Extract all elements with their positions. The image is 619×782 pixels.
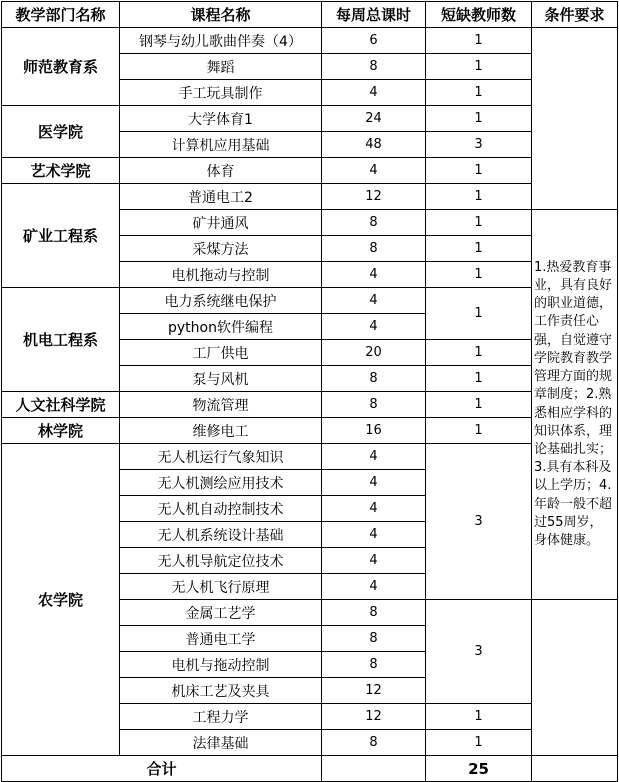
dept-cell: 医学院 (2, 106, 120, 158)
header-requirements: 条件要求 (532, 2, 618, 28)
total-requirements (532, 756, 618, 782)
shortage-cell: 1 (426, 106, 532, 132)
table-row (2, 288, 618, 314)
course-cell: 无人机系统设计基础 (120, 522, 322, 548)
hours-cell: 8 (322, 366, 426, 392)
hours-cell: 4 (322, 158, 426, 184)
course-cell: 无人机运行气象知识 (120, 444, 322, 470)
shortage-cell: 1 (426, 28, 532, 54)
requirements-text: 1.热爱教育事业，具有良好的职业道德，工作责任心强，自觉遵守学院教育教学管理方面的规章制度；2.熟悉相应学科的知识体系，理论基础扎实；3.具有本科及以上学历；4.年龄一般不超过55周岁，身体健康。 (532, 210, 618, 600)
dept-cell: 农学院 (2, 444, 120, 756)
course-cell: 维修电工 (120, 418, 322, 444)
hours-cell: 8 (322, 730, 426, 756)
course-cell: 大学体育1 (120, 106, 322, 132)
shortage-cell: 1 (426, 704, 532, 730)
shortage-cell: 1 (426, 340, 532, 366)
shortage-cell: 1 (426, 730, 532, 756)
dept-cell: 人文社科学院 (2, 392, 120, 418)
table-row (2, 28, 618, 54)
dept-cell: 艺术学院 (2, 158, 120, 184)
shortage-cell: 1 (426, 210, 532, 236)
shortage-cell: 1 (426, 418, 532, 444)
dept-cell: 机电工程系 (2, 288, 120, 392)
header-dept: 教学部门名称 (2, 2, 120, 28)
course-cell: 无人机飞行原理 (120, 574, 322, 600)
course-cell: python软件编程 (120, 314, 322, 340)
table-row (2, 418, 618, 444)
course-cell: 电机与拖动控制 (120, 652, 322, 678)
hours-cell: 4 (322, 444, 426, 470)
table-row (2, 392, 618, 418)
hours-cell: 8 (322, 236, 426, 262)
hours-cell: 48 (322, 132, 426, 158)
shortage-cell: 1 (426, 366, 532, 392)
course-cell: 手工玩具制作 (120, 80, 322, 106)
hours-cell: 4 (322, 496, 426, 522)
header-shortage: 短缺教师数 (426, 2, 532, 28)
hours-cell: 16 (322, 418, 426, 444)
total-hours (322, 756, 426, 782)
total-row (2, 756, 618, 782)
dept-cell: 师范教育系 (2, 28, 120, 106)
shortage-cell: 1 (426, 158, 532, 184)
hours-cell: 4 (322, 314, 426, 340)
course-cell: 物流管理 (120, 392, 322, 418)
shortage-cell: 1 (426, 392, 532, 418)
header-row (2, 2, 618, 28)
course-cell: 普通电工2 (120, 184, 322, 210)
teacher-shortage-table (1, 1, 618, 782)
hours-cell: 4 (322, 522, 426, 548)
shortage-cell: 3 (426, 444, 532, 600)
hours-cell: 4 (322, 548, 426, 574)
header-course: 课程名称 (120, 2, 322, 28)
course-cell: 工厂供电 (120, 340, 322, 366)
total-shortage: 25 (426, 756, 532, 782)
course-cell: 舞蹈 (120, 54, 322, 80)
course-cell: 无人机导航定位技术 (120, 548, 322, 574)
course-cell: 体育 (120, 158, 322, 184)
course-cell: 电力系统继电保护 (120, 288, 322, 314)
hours-cell: 4 (322, 288, 426, 314)
hours-cell: 6 (322, 28, 426, 54)
hours-cell: 4 (322, 262, 426, 288)
course-cell: 采煤方法 (120, 236, 322, 262)
hours-cell: 8 (322, 626, 426, 652)
dept-cell: 矿业工程系 (2, 184, 120, 288)
course-cell: 无人机自动控制技术 (120, 496, 322, 522)
hours-cell: 8 (322, 392, 426, 418)
requirements-spacer-top (532, 28, 618, 210)
hours-cell: 8 (322, 652, 426, 678)
shortage-cell: 1 (426, 80, 532, 106)
shortage-cell: 1 (426, 262, 532, 288)
hours-cell: 4 (322, 574, 426, 600)
hours-cell: 20 (322, 340, 426, 366)
dept-cell: 林学院 (2, 418, 120, 444)
table-row (2, 158, 618, 184)
course-cell: 法律基础 (120, 730, 322, 756)
course-cell: 无人机测绘应用技术 (120, 470, 322, 496)
hours-cell: 12 (322, 704, 426, 730)
shortage-cell: 1 (426, 54, 532, 80)
hours-cell: 24 (322, 106, 426, 132)
table-row (2, 184, 618, 210)
header-hours: 每周总课时 (322, 2, 426, 28)
shortage-cell: 1 (426, 184, 532, 210)
table-row (2, 444, 618, 470)
table-row (2, 106, 618, 132)
course-cell: 普通电工学 (120, 626, 322, 652)
hours-cell: 8 (322, 600, 426, 626)
course-cell: 电机拖动与控制 (120, 262, 322, 288)
hours-cell: 8 (322, 210, 426, 236)
total-label: 合计 (2, 756, 322, 782)
course-cell: 机床工艺及夹具 (120, 678, 322, 704)
shortage-cell: 1 (426, 236, 532, 262)
course-cell: 钢琴与幼儿歌曲伴奏（4） (120, 28, 322, 54)
hours-cell: 12 (322, 678, 426, 704)
shortage-cell: 1 (426, 288, 532, 340)
hours-cell: 4 (322, 80, 426, 106)
course-cell: 金属工艺学 (120, 600, 322, 626)
course-cell: 泵与风机 (120, 366, 322, 392)
shortage-cell: 3 (426, 132, 532, 158)
hours-cell: 12 (322, 184, 426, 210)
course-cell: 计算机应用基础 (120, 132, 322, 158)
hours-cell: 8 (322, 54, 426, 80)
course-cell: 工程力学 (120, 704, 322, 730)
hours-cell: 4 (322, 470, 426, 496)
course-cell: 矿井通风 (120, 210, 322, 236)
shortage-cell: 3 (426, 600, 532, 704)
